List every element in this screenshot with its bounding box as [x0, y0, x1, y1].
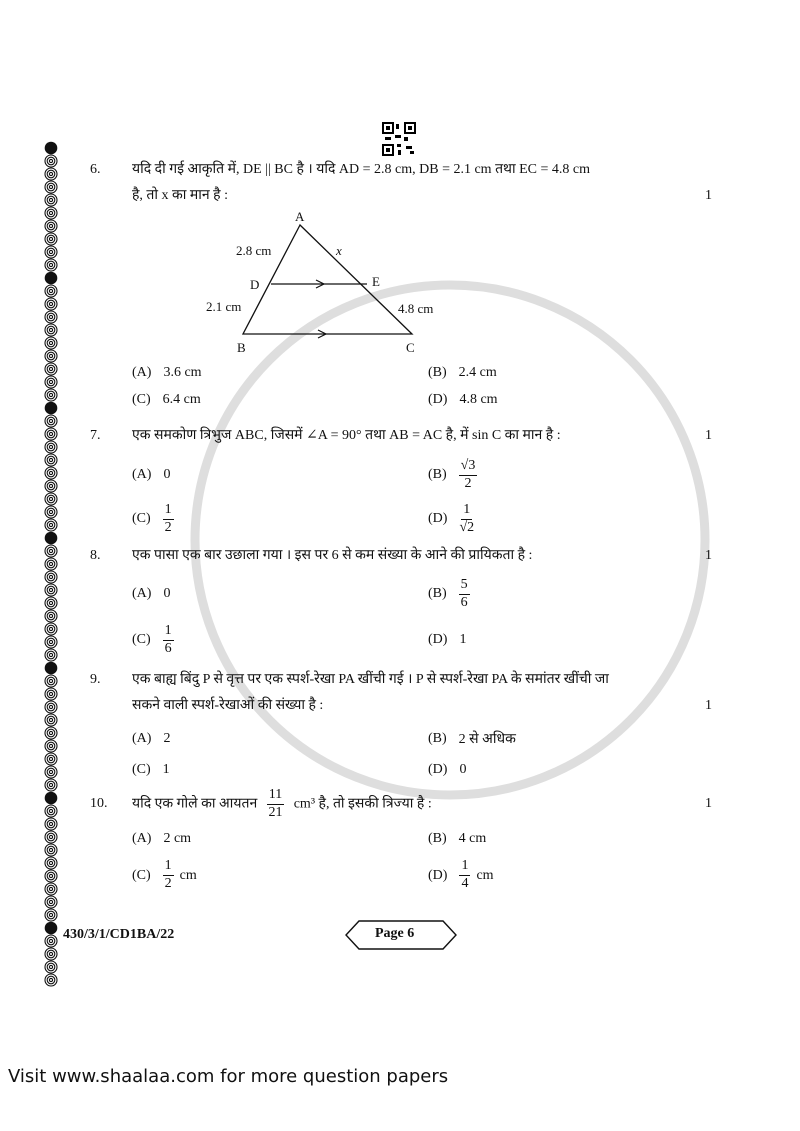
concentric-circle-icon — [45, 727, 57, 739]
concentric-circle-icon — [45, 675, 57, 687]
concentric-circle-icon — [45, 701, 57, 713]
question-text: एक समकोण त्रिभुज ABC, जिसमें ∠A = 90° तथा AB = AC है, में sin C का मान है : — [132, 428, 561, 443]
length-label-ec: 4.8 cm — [398, 301, 434, 316]
question-number: 6. — [90, 162, 101, 177]
concentric-circle-icon — [45, 740, 57, 752]
question-text — [132, 667, 688, 719]
option-a: (A) 0 — [132, 467, 171, 482]
triangle-abc — [243, 225, 412, 334]
page-number: Page 6 — [375, 925, 415, 941]
concentric-circle-icon — [45, 415, 57, 427]
option-c: (C) $\frac{1}{2}$ cm — [132, 858, 197, 892]
qr-code-icon — [382, 122, 416, 156]
concentric-circle-icon — [45, 831, 57, 843]
concentric-circle-icon — [45, 337, 57, 349]
filled-circle-icon — [45, 272, 58, 285]
concentric-circle-icon — [45, 259, 57, 271]
page-footer — [63, 920, 712, 950]
vertex-label-a: A — [295, 209, 305, 224]
vertex-label-c: C — [406, 340, 415, 355]
filled-circle-icon — [45, 142, 58, 155]
vertex-label-e: E — [372, 274, 380, 289]
question-7 — [90, 423, 712, 541]
concentric-circle-icon — [45, 298, 57, 310]
option-b: (B) $\frac{5}{6}$ — [428, 576, 468, 610]
length-label-ad: 2.8 cm — [236, 243, 272, 258]
concentric-circle-icon — [45, 194, 57, 206]
concentric-circle-icon — [45, 948, 57, 960]
option-a: (A) 0 — [132, 586, 171, 601]
concentric-circle-icon — [45, 896, 57, 908]
page-number-badge — [345, 920, 457, 950]
concentric-circle-icon — [45, 181, 57, 193]
question-text — [132, 157, 688, 209]
question-text: एक पासा एक बार उछाला गया । इस पर 6 से कम संख्या के आने की प्रायिकता है : — [132, 548, 533, 563]
triangle-figure — [90, 209, 712, 359]
concentric-circle-icon — [45, 779, 57, 791]
concentric-circle-icon — [45, 363, 57, 375]
concentric-circle-icon — [45, 168, 57, 180]
concentric-circle-icon — [45, 623, 57, 635]
concentric-circle-icon — [45, 636, 57, 648]
visit-link[interactable]: Visit www.shaalaa.com for more question papers — [8, 1066, 449, 1087]
option-c: (C) $\frac{1}{6}$ — [132, 622, 172, 656]
concentric-circle-icon — [45, 974, 57, 986]
concentric-circle-icon — [45, 467, 57, 479]
question-marks: 1 — [705, 548, 712, 563]
filled-circle-icon — [45, 532, 58, 545]
concentric-circle-icon — [45, 285, 57, 297]
option-b: (B) $\frac{√3}{2}$ — [428, 457, 476, 491]
concentric-circle-icon — [45, 233, 57, 245]
concentric-circle-icon — [45, 441, 57, 453]
question-text-line: है, तो x का मान है : — [132, 188, 229, 203]
question-marks: 1 — [705, 698, 712, 713]
question-text-line: एक बाह्य बिंदु P से वृत्त पर एक स्पर्श-रेखा PA खींची गई । P से स्पर्श-रेखा PA के समांतर खींची जा — [132, 672, 609, 687]
concentric-circle-icon — [45, 844, 57, 856]
concentric-circle-icon — [45, 688, 57, 700]
question-list — [63, 157, 712, 950]
concentric-circle-icon — [45, 155, 57, 167]
concentric-circle-icon — [45, 766, 57, 778]
question-text-line: यदि दी गई आकृति में, DE || BC है । यदि AD = 2.8 cm, DB = 2.1 cm तथा EC = 4.8 cm — [132, 162, 591, 177]
option-d: (D) 1 — [428, 632, 467, 647]
filled-circle-icon — [45, 922, 58, 935]
concentric-circle-icon — [45, 870, 57, 882]
margin-circle-strip — [45, 142, 58, 986]
concentric-circle-icon — [45, 883, 57, 895]
concentric-circle-icon — [45, 480, 57, 492]
concentric-circle-icon — [45, 909, 57, 921]
option-a: (A) 3.6 cm — [132, 364, 202, 380]
option-d: (D) 0 — [428, 761, 467, 777]
option-a: (A) 2 — [132, 730, 171, 746]
question-marks: 1 — [705, 428, 712, 443]
option-b: (B) 2.4 cm — [428, 364, 497, 380]
concentric-circle-icon — [45, 597, 57, 609]
concentric-circle-icon — [45, 753, 57, 765]
question-text: यदि एक गोले का आयतन $\frac{11}{21}$ cm³ है, तो इसकी त्रिज्या है : — [132, 787, 432, 820]
question-marks: 1 — [705, 188, 712, 203]
option-c: (C) $\frac{1}{2}$ — [132, 501, 172, 535]
concentric-circle-icon — [45, 246, 57, 258]
question-10 — [90, 787, 712, 898]
option-c: (C) 6.4 cm — [132, 391, 201, 407]
question-6 — [90, 157, 712, 413]
concentric-circle-icon — [45, 818, 57, 830]
concentric-circle-icon — [45, 311, 57, 323]
concentric-circle-icon — [45, 493, 57, 505]
option-b: (B) 2 से अधिक — [428, 730, 516, 747]
concentric-circle-icon — [45, 207, 57, 219]
concentric-circle-icon — [45, 584, 57, 596]
concentric-circle-icon — [45, 350, 57, 362]
vertex-label-b: B — [237, 340, 246, 355]
concentric-circle-icon — [45, 220, 57, 232]
question-number: 9. — [90, 672, 101, 687]
filled-circle-icon — [45, 402, 58, 415]
concentric-circle-icon — [45, 571, 57, 583]
question-9 — [90, 667, 712, 785]
concentric-circle-icon — [45, 428, 57, 440]
option-c: (C) 1 — [132, 761, 170, 777]
option-d: (D) $\frac{1}{√2}$ — [428, 501, 475, 535]
concentric-circle-icon — [45, 454, 57, 466]
concentric-circle-icon — [45, 649, 57, 661]
length-label-ae: x — [336, 243, 342, 258]
paper-code: 430/3/1/CD1BA/22 — [63, 926, 175, 942]
option-b: (B) 4 cm — [428, 830, 487, 846]
option-d: (D) 4.8 cm — [428, 391, 498, 407]
concentric-circle-icon — [45, 935, 57, 947]
concentric-circle-icon — [45, 545, 57, 557]
concentric-circle-icon — [45, 857, 57, 869]
question-number: 7. — [90, 428, 101, 443]
length-label-db: 2.1 cm — [206, 299, 242, 314]
question-8 — [90, 543, 712, 663]
filled-circle-icon — [45, 792, 58, 805]
question-text-line: सकने वाली स्पर्श-रेखाओं की संख्या है : — [132, 698, 324, 713]
option-a: (A) 2 cm — [132, 830, 192, 846]
concentric-circle-icon — [45, 714, 57, 726]
concentric-circle-icon — [45, 610, 57, 622]
concentric-circle-icon — [45, 376, 57, 388]
concentric-circle-icon — [45, 805, 57, 817]
filled-circle-icon — [45, 662, 58, 675]
vertex-label-d: D — [250, 277, 260, 292]
option-d: (D) $\frac{1}{4}$ cm — [428, 858, 494, 892]
question-number: 8. — [90, 548, 101, 563]
concentric-circle-icon — [45, 961, 57, 973]
concentric-circle-icon — [45, 506, 57, 518]
concentric-circle-icon — [45, 324, 57, 336]
question-number: 10. — [90, 796, 108, 812]
concentric-circle-icon — [45, 519, 57, 531]
concentric-circle-icon — [45, 558, 57, 570]
concentric-circle-icon — [45, 389, 57, 401]
question-marks: 1 — [705, 796, 712, 812]
